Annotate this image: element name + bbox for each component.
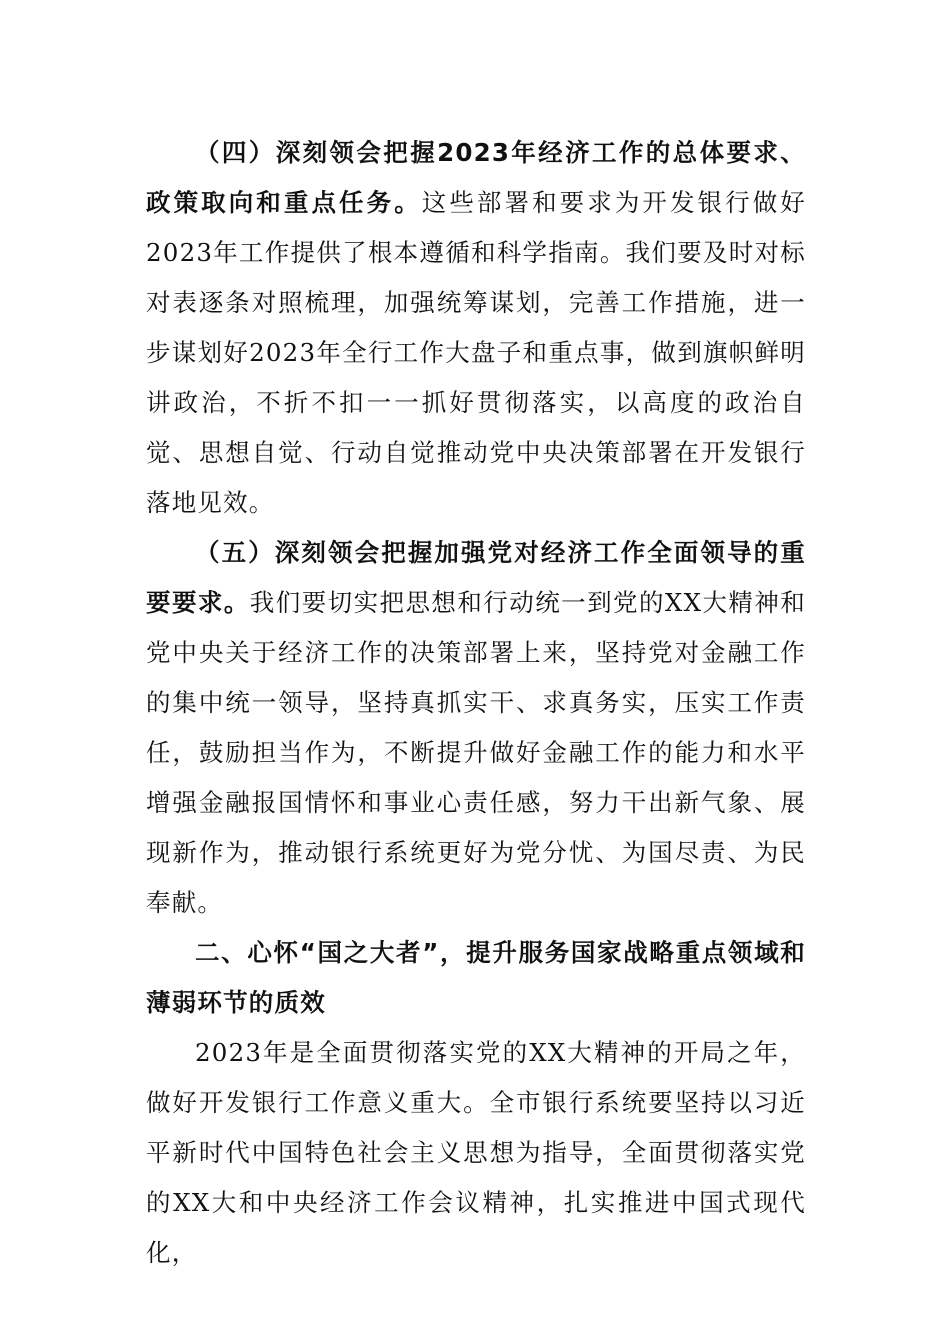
section-heading: 二、心怀“国之大者”，提升服务国家战略重点领域和薄弱环节的质效 (146, 938, 806, 1017)
paragraph-five (146, 528, 806, 928)
document-body (146, 128, 806, 1278)
paragraph-five-lead: （五）深刻领会把握加强党对经济工作全面领导的重要要求。 (146, 538, 806, 617)
paragraph-four-body: 这些部署和要求为开发银行做好2023年工作提供了根本遵循和科学指南。我们要及时对标对表逐条对照梳理，加强统筹谋划，完善工作措施，进一步谋划好2023年全行工作大盘子和重点事，做到旗帜鲜明讲政治，不折不扣一一抓好贯彻落实，以高度的政治自觉、思想自觉、行动自觉推动党中央决策部署在开发银行落地见效。 (146, 188, 806, 517)
paragraph-four-lead: （四）深刻领会把握2023年经济工作的总体要求、政策取向和重点任务。 (146, 138, 806, 217)
closing-paragraph: 2023年是全面贯彻落实党的XX大精神的开局之年，做好开发银行工作意义重大。全市银行系统要坚持以习近平新时代中国特色社会主义思想为指导，全面贯彻落实党的XX大和中央经济工作会议精神，扎实推进中国式现代化， (146, 1038, 806, 1267)
paragraph-five-body: 我们要切实把思想和行动统一到党的XX大精神和党中央关于经济工作的决策部署上来，坚持党对金融工作的集中统一领导，坚持真抓实干、求真务实，压实工作责任，鼓励担当作为，不断提升做好金融工作的能力和水平增强金融报国情怀和事业心责任感，努力干出新气象、展现新作为，推动银行系统更好为党分忧、为国尽责、为民奉献。 (146, 588, 806, 917)
paragraph-four (146, 128, 806, 528)
